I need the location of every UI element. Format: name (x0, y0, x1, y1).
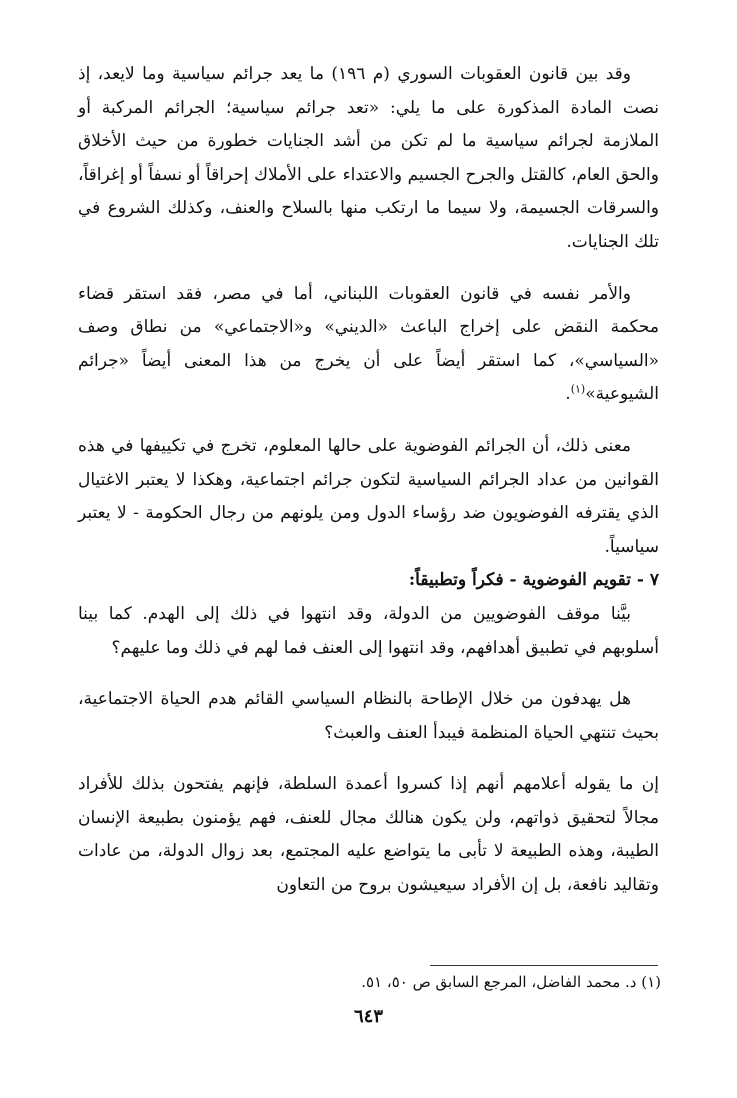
section-heading: ٧ - تقويم الفوضوية - فكراً وتطبيقاً: (408, 570, 659, 591)
body-text (78, 58, 659, 903)
footnote-reference: (١) (570, 382, 586, 396)
footnote: (١) د. محمد الفاضل، المرجع السابق ص ٥٠، ٥١. (361, 973, 661, 991)
paragraph-6: إن ما يقوله أعلامهم أنهم إذا كسروا أعمدة السلطة، فإنهم يفتحون بذلك للأفراد مجالاً لتحقيق ذواتهم، ولن يكون هنالك مجال للعنف، فهم يؤمنون بطبيعة الإنسان الطيبة، وهذه الطبيعة لا تأبى ما يتواضع عليه المجتمع، بعد زوال الدولة، من عادات وتقاليد نافعة، بل إن الأفراد سيعيشون بروح من التعاون (78, 774, 659, 896)
paragraph-4: بيَّنا موقف الفوضويين من الدولة، وقد انتهوا في ذلك إلى الهدم. كما بينا أسلوبهم في تطبيق أهدافهم، وقد انتهوا إلى العنف فما لهم في ذلك وما عليهم؟ (78, 603, 659, 658)
footnote-divider (430, 965, 658, 966)
paragraph-1: وقد بين قانون العقوبات السوري (م ١٩٦) ما يعد جرائم سياسية وما لايعد، إذ نصت المادة المذكورة على ما يلي: «تعد جرائم سياسية؛ الجرائم المركبة أو الملازمة لجرائم سياسية ما لم تكن من أشد الجنايات خطورة من حيث الأخلاق والحق العام، كالقتل والجرح الجسيم والاعتداء على الأملاك إحراقاً أو نسفاً أو إغراقاً، والسرقات الجسيمة، ولا سيما ما ارتكب منها بالسلاح والعنف، وكذلك الشروع في تلك الجنايات. (78, 64, 659, 252)
page-number: ٦٤٣ (353, 1006, 383, 1027)
paragraph-2-text: والأمر نفسه في قانون العقوبات اللبناني، أما في مصر، فقد استقر قضاء محكمة النقض على إخراج الباعث «الديني» و«الاجتماعي» من نطاق وصف «السياسي»، كما استقر أيضاً على أن يخرج من هذا المعنى أيضاً «جرائم الشيوعية» (78, 283, 659, 405)
paragraph-5: هل يهدفون من خلال الإطاحة بالنظام السياسي القائم هدم الحياة الاجتماعية، بحيث تنتهي الحياة المنظمة فيبدأ العنف والعبث؟ (78, 689, 659, 743)
paragraph-2: والأمر نفسه في قانون العقوبات اللبناني، أما في مصر، فقد استقر قضاء محكمة النقض على إخراج الباعث «الديني» و«الاجتماعي» من نطاق وصف «السياسي»، كما استقر أيضاً على أن يخرج من هذا المعنى أيضاً «جرائم الشيوعية»$^{(١)}$. (78, 283, 659, 405)
paragraph-3: معنى ذلك، أن الجرائم الفوضوية على حالها المعلوم، تخرج في تكييفها في هذه القوانين من عداد الجرائم السياسية لتكون جرائم اجتماعية، وهكذا لا يعتبر الاغتيال الذي يقترفه الفوضويون ضد رؤساء الدول ومن يلونهم من رجال الحكومة - لا يعتبر سياسياً. (78, 435, 659, 557)
